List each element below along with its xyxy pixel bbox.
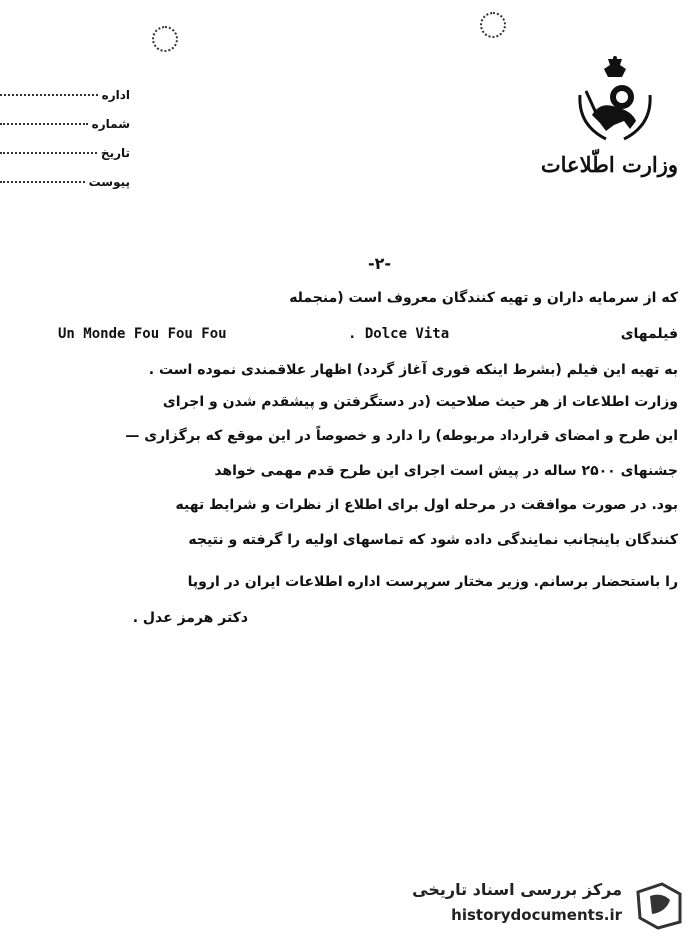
field-date [0,146,130,175]
signature: دکتر هرمز عدل . [132,610,248,626]
field-label: پیوست [88,175,130,189]
field-dotted-line [0,123,88,125]
field-department [0,88,130,117]
body-line-3: به تهیه این فیلم (بشرط اینکه فوری آغاز گردد) اظهار علاقمندی نموده است . [148,362,678,378]
body-line-9: را باستحضار برسانم. وزیر مختار سرپرست اداره اطلاعات ایران در اروپا [187,574,678,590]
watermark-url: historydocuments.ir [451,906,622,924]
body-line-2 [58,326,678,350]
body-line-6: جشنهای ۲۵۰۰ ساله در پیش است اجرای این طرح قدم مهمی خواهد [214,463,678,479]
page-number: -۲- [368,254,392,273]
watermark [412,880,688,932]
watermark-title: مرکز بررسی اسناد تاریخی [412,880,622,899]
field-label: اداره [101,88,130,102]
body-line-1: که از سرمایه داران و تهیه کنندگان معروف است (منجمله [289,290,678,306]
lion-and-sun-emblem-icon [570,55,660,145]
field-label: شماره [91,117,130,131]
field-dotted-line [0,94,98,96]
field-attachment [0,175,130,204]
field-dotted-line [0,181,85,183]
field-dotted-line [0,152,97,154]
body-line-4: وزارت اطلاعات از هر حیث صلاحیت (در دستگرفتن و پیشقدم شدن و اجرای [162,394,678,410]
film-title-a: Un Monde Fou Fou Fou [58,326,227,342]
field-number [0,117,130,146]
header-fields [0,88,130,204]
archive-logo-icon [632,882,684,930]
ministry-title: وزارت اطّلاعات [540,152,678,177]
body-line-7: بود. در صورت موافقت در مرحله اول برای اطلاع از نظرات و شرایط تهیه [175,497,678,513]
punch-hole-right [480,12,506,38]
body-line-8: کنندگان باینجانب نمایندگی داده شود که تماسهای اولیه را گرفته و نتیجه [188,532,678,548]
film-title-b: . Dolce Vita [348,326,450,342]
films-word: فیلمهای [620,326,678,342]
punch-hole-left [152,26,178,52]
field-label: تاریخ [100,146,130,160]
body-line-5: این طرح و امضای قرارداد مربوطه) را دارد و خصوصاً در این موقع که برگزاری — [125,428,678,444]
